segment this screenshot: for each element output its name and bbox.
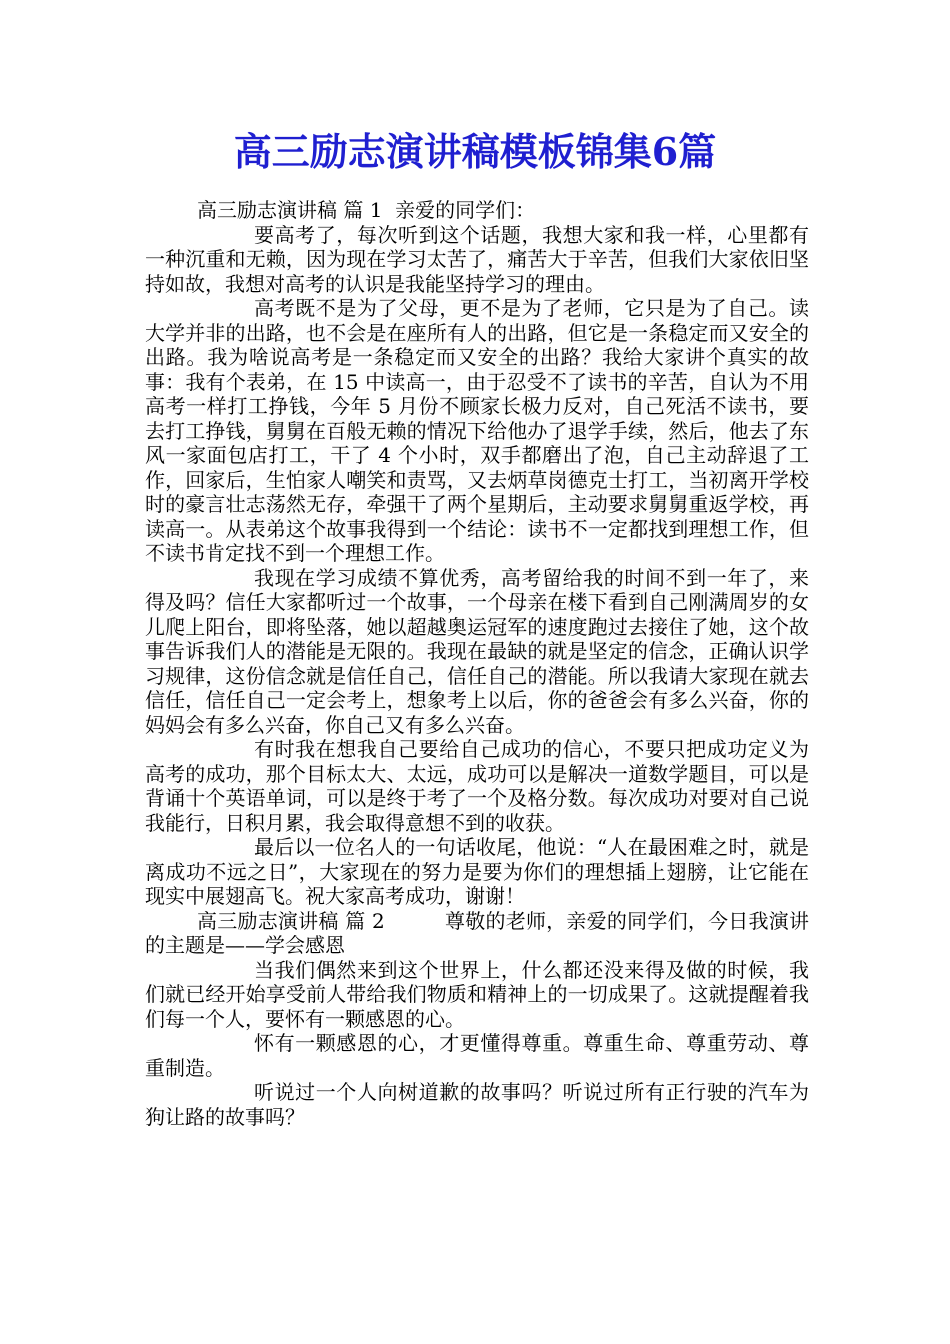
paragraph: 我现在学习成绩不算优秀，高考留给我的时间不到一年了，来得及吗？信任大家都听过一个故事，一个母亲在楼下看到自己刚满周岁的女儿爬上阳台，即将坠落，她以超越奥运冠军的速度跑过去接住了她，这个故事告诉我们人的潜能是无限的。我现在最缺的就是坚定的信念，正确认识学习规律，这份信念就是信任自己，信任自己的潜能。所以我请大家现在就去信任，信任自己一定会考上，想象考上以后，你的爸爸会有多么兴奋，你的妈妈会有多么兴奋，你自己又有多么兴奋。 xyxy=(145,565,809,737)
paragraph: 当我们偶然来到这个世界上，什么都还没来得及做的时候，我们就已经开始享受前人带给我们物质和精神上的一切成果了。这就提醒着我们每一个人，要怀有一颗感恩的心。 xyxy=(145,957,809,1031)
section-2-intro xyxy=(145,909,809,958)
paragraph: 要高考了，每次听到这个话题，我想大家和我一样，心里都有一种沉重和无赖，因为现在学习太苦了，痛苦大于辛苦，但我们大家依旧坚持如故，我想对高考的认识是我能坚持学习的理由。 xyxy=(145,222,809,296)
section-1-intro xyxy=(145,198,809,223)
paragraph: 有时我在想我自己要给自己成功的信心，不要只把成功定义为高考的成功，那个目标太大、太远，成功可以是解决一道数学题目，可以是背诵十个英语单词，可以是终于考了一个及格分数。每次成功对要对自己说我能行，日积月累，我会取得意想不到的收获。 xyxy=(145,737,809,835)
section-2-heading: 高三励志演讲稿 篇 2 xyxy=(197,908,385,933)
paragraph: 怀有一颗感恩的心，才更懂得尊重。尊重生命、尊重劳动、尊重制造。 xyxy=(145,1031,809,1080)
paragraph: 高考既不是为了父母，更不是为了老师，它只是为了自己。读大学并非的出路，也不会是在座所有人的出路，但它是一条稳定而又安全的出路。我为啥说高考是一条稳定而又安全的出路？我给大家讲个真实的故事：我有个表弟，在 15 中读高一，由于忍受不了读书的辛苦，自认为不用高考一样打工挣钱，今年 5 月份不顾家长极力反对，自己死活不读书，要去打工挣钱，舅舅在百般无赖的情况下给他办了退学手续，然后，他去了东风一家面包店打工，干了 4 个小时，双手都磨出了泡，自己主动辞退了工作，回家后，生怕家人嘲笑和责骂，又去炳草岗德克士打工，当初离开学校时的豪言壮志荡然无存，牵强干了两个星期后，主动要求舅舅重返学校，再读高一。从表弟这个故事我得到一个结论：读书不一定都找到理想工作，但不读书肯定找不到一个理想工作。 xyxy=(145,296,809,565)
document-body xyxy=(145,198,809,1129)
document-title: 高三励志演讲稿模板锦集6篇 xyxy=(233,129,717,174)
paragraph: 最后以一位名人的一句话收尾，他说：“人在最困难之时，就是离成功不远之日”，大家现在的努力是要为你们的理想插上翅膀，让它能在现实中展翅高飞。祝大家高考成功，谢谢！ xyxy=(145,835,809,908)
section-2-greeting: 尊敬的老师，亲爱的同学们，今日我演讲的主题是——学会感恩 xyxy=(145,908,809,957)
section-1-greeting: 亲爱的同学们： xyxy=(395,198,536,222)
section-1-heading: 高三励志演讲稿 篇 1 xyxy=(197,198,383,222)
paragraph: 听说过一个人向树道歉的故事吗？听说过所有正行驶的汽车为狗让路的故事吗？ xyxy=(145,1080,809,1129)
